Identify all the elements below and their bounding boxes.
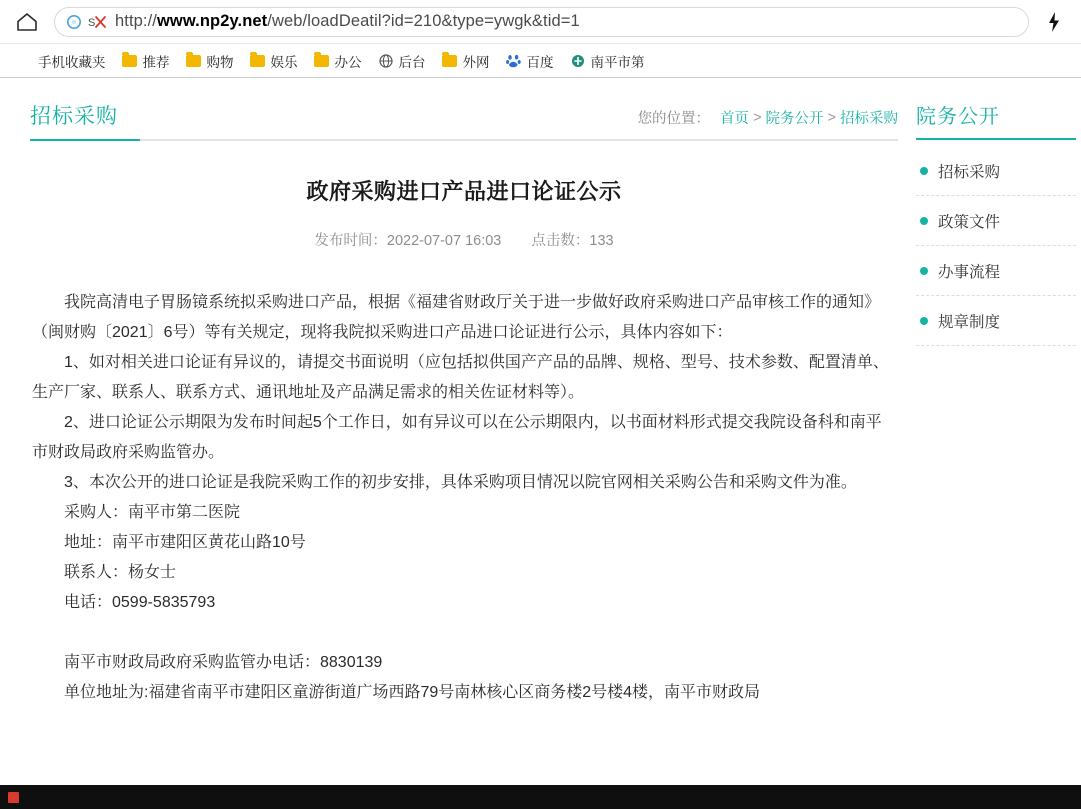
bookmark-item[interactable] <box>563 48 652 74</box>
footer-line: 单位地址为:福建省南平市建阳区童游街道广场西路79号南林核心区商务楼2号楼4楼，南平市财政局 <box>64 684 761 701</box>
breadcrumb-item-zhaobiaocaigou[interactable]: 招标采购 <box>840 111 898 127</box>
sidebar-item-zhengcewenjian[interactable] <box>916 196 1076 246</box>
url-scheme: http:// <box>115 12 157 30</box>
sidebar-list <box>916 146 1076 346</box>
folder-icon <box>186 53 202 69</box>
bookmark-item[interactable] <box>10 48 113 74</box>
sidebar-item-label: 招标采购 <box>938 164 1001 181</box>
contact-line: 地址：南平市建阳区黄花山路10号 <box>64 534 306 551</box>
contact-line: 电话：0599-5835793 <box>64 594 216 611</box>
bookmark-label: 外网 <box>462 54 490 70</box>
sidebar-title: 院务公开 <box>916 100 1076 140</box>
bookmark-item[interactable] <box>243 48 305 74</box>
section-header <box>30 100 898 141</box>
sidebar-item-label: 政策文件 <box>938 214 1001 231</box>
page-title: 招标采购 <box>30 105 118 128</box>
paragraph: 我院高清电子胃肠镜系统拟采购进口产品，根据《福建省财政厅关于进一步做好政府采购进口产品审核工作的通知》（闽财购〔2021〕6号）等有关规定，现将我院拟采购进口产品进口论证进行公示，具体内容如下： <box>32 294 881 341</box>
bullet-icon <box>920 217 928 225</box>
taskbar <box>0 785 1081 809</box>
paragraph: 2、进口论证公示期限为发布时间起5个工作日，如有异议可以在公示期限内，以书面材料形式提交我院设备科和南平市财政局政府采购监管办。 <box>32 414 882 461</box>
breadcrumb <box>638 107 898 130</box>
bookmark-item[interactable] <box>499 48 561 74</box>
bookmark-item[interactable] <box>115 48 177 74</box>
folder-icon <box>122 53 138 69</box>
sidebar-item-banshiliucheng[interactable] <box>916 246 1076 296</box>
document-meta <box>30 229 898 250</box>
bullet-icon <box>920 167 928 175</box>
paragraph: 3、本次公开的进口论证是我院采购工作的初步安排，具体采购项目情况以院官网相关采购公告和采购文件为准。 <box>64 474 857 491</box>
main-column <box>30 100 898 708</box>
folder-icon <box>250 53 266 69</box>
bookmark-label: 推荐 <box>142 54 170 70</box>
bookmark-item[interactable] <box>179 48 241 74</box>
bookmarks-bar <box>0 44 1081 78</box>
breadcrumb-separator: > <box>753 109 762 126</box>
svg-text:S: S <box>87 16 95 29</box>
bookmark-label: 手机收藏夹 <box>38 54 106 70</box>
globe-icon <box>378 53 394 69</box>
breadcrumb-item-home[interactable]: 首页 <box>720 111 750 127</box>
shield-icon[interactable] <box>65 13 83 31</box>
taskbar-indicator-icon[interactable] <box>8 792 19 803</box>
breadcrumb-separator: > <box>827 109 836 126</box>
contact-line: 联系人：杨女士 <box>64 564 177 581</box>
address-bar[interactable] <box>54 7 1029 37</box>
article-body <box>30 288 898 708</box>
bullet-icon <box>920 317 928 325</box>
paragraph: 1、如对相关进口论证有异议的，请提交书面说明（应包括拟供国产产品的品牌、规格、型号、技术参数、配置清单、生产厂家、联系人、联系方式、通讯地址及产品满足需求的相关佐证材料等）。 <box>32 354 889 401</box>
home-icon[interactable] <box>14 9 40 35</box>
noscript-blocked-icon[interactable] <box>87 13 107 31</box>
url-host: www.np2y.net <box>156 12 268 30</box>
lightning-bolt-icon[interactable] <box>1041 9 1067 35</box>
bookmark-label: 购物 <box>206 54 234 70</box>
sidebar-item-guizhangzhidu[interactable] <box>916 296 1076 346</box>
bookmark-label: 后台 <box>398 54 426 70</box>
url-text <box>115 12 580 31</box>
browser-toolbar <box>0 0 1081 44</box>
bookmark-label: 办公 <box>334 54 362 70</box>
contact-line: 采购人：南平市第二医院 <box>64 504 241 521</box>
bookmark-item[interactable] <box>435 48 497 74</box>
bookmark-item[interactable] <box>371 48 433 74</box>
baidu-icon <box>506 53 522 69</box>
folder-icon <box>314 53 330 69</box>
sidebar-item-label: 办事流程 <box>938 264 1001 281</box>
sidebar-item-label: 规章制度 <box>938 314 1001 331</box>
folder-icon <box>442 53 458 69</box>
bookmark-label: 南平市第 <box>590 54 645 70</box>
sidebar-item-zhaobiaocaigou[interactable] <box>916 146 1076 196</box>
bookmark-label: 娱乐 <box>270 54 298 70</box>
bookmark-item[interactable] <box>307 48 369 74</box>
hit-count: 点击数：133 <box>531 233 614 249</box>
mobile-bookmarks-icon <box>17 53 33 69</box>
url-path: /web/loadDeatil?id=210&type=ywgk&tid=1 <box>267 12 580 30</box>
sidebar <box>916 100 1076 708</box>
publish-time: 发布时间：2022-07-07 16:03 <box>314 233 502 249</box>
breadcrumb-label: 您的位置： <box>637 111 711 127</box>
bookmark-label: 百度 <box>526 54 554 70</box>
footer-line: 南平市财政局政府采购监管办电话：8830139 <box>64 654 383 671</box>
page-content <box>0 78 1081 809</box>
document-title: 政府采购进口产品进口论证公示 <box>306 179 622 204</box>
bullet-icon <box>920 267 928 275</box>
spacer <box>32 618 896 648</box>
breadcrumb-item-yuanwugongkai[interactable]: 院务公开 <box>765 111 824 127</box>
site-icon <box>570 53 586 69</box>
